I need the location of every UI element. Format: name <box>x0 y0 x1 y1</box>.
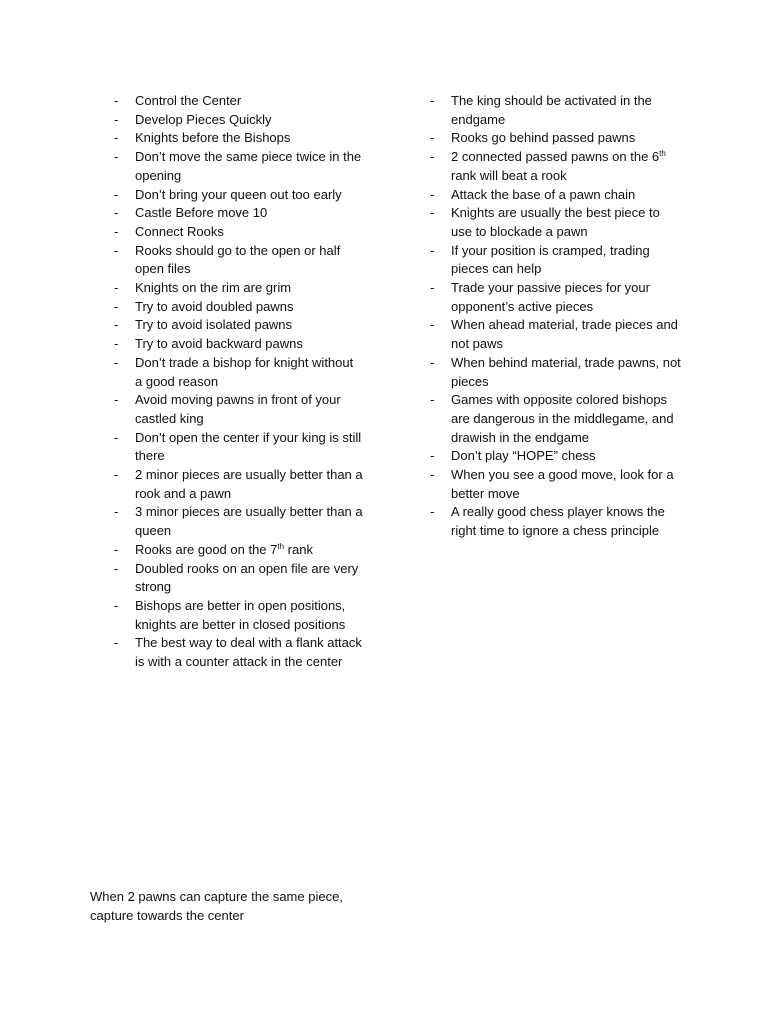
bullet-dash: - <box>430 130 435 146</box>
list-item-text: Develop Pieces Quickly <box>135 111 272 127</box>
bullet-dash: - <box>114 560 119 576</box>
bullet-dash: - <box>430 280 435 296</box>
left-principles-list <box>114 92 364 672</box>
list-item <box>114 560 364 597</box>
list-item-text: Try to avoid doubled pawns <box>135 298 294 314</box>
bullet-dash: - <box>114 504 119 520</box>
list-item <box>114 92 364 111</box>
list-item-text: Don’t play “HOPE” chess <box>451 448 596 464</box>
bullet-dash: - <box>430 205 435 221</box>
bullet-dash: - <box>430 242 435 258</box>
list-item <box>114 597 364 634</box>
list-item <box>430 92 682 129</box>
list-item-text: Attack the base of a pawn chain <box>451 186 636 202</box>
bullet-dash: - <box>430 467 435 483</box>
ordinal-superscript: th <box>277 541 285 551</box>
list-item <box>430 279 682 316</box>
list-item-text: Trade your passive pieces for your opponent’s active pieces <box>451 280 650 314</box>
ordinal-superscript: th <box>659 149 666 159</box>
bullet-dash: - <box>430 504 435 520</box>
list-item <box>430 466 682 503</box>
list-item <box>430 391 682 447</box>
bullet-dash: - <box>430 317 435 333</box>
list-item <box>114 204 364 223</box>
footer-note: When 2 pawns can capture the same piece, capture towards the center <box>90 889 343 923</box>
list-item <box>114 391 364 428</box>
list-item-text: When behind material, trade pawns, not pieces <box>451 354 681 389</box>
list-item <box>430 316 682 353</box>
bullet-dash: - <box>114 392 119 408</box>
list-item <box>430 204 682 241</box>
list-item-text: Games with opposite colored bishops are dangerous in the middlegame, and drawish in the endgame <box>451 392 674 445</box>
list-item-text: Try to avoid backward pawns <box>135 336 303 352</box>
list-item-text-continued: rank will beat a rook <box>451 167 567 183</box>
bullet-dash: - <box>430 392 435 408</box>
list-item-text: Don’t trade a bishop for knight without a good reason <box>135 354 354 389</box>
list-item <box>114 335 364 354</box>
list-item <box>114 298 364 317</box>
list-item <box>114 316 364 335</box>
list-item <box>430 447 682 466</box>
list-item <box>114 148 364 185</box>
bullet-dash: - <box>114 93 119 108</box>
list-item-text: A really good chess player knows the right time to ignore a chess principle <box>451 504 665 539</box>
bullet-dash: - <box>114 149 119 165</box>
list-item-text: Control the Center <box>135 93 242 108</box>
right-principles-list <box>430 92 682 541</box>
list-item-text: 3 minor pieces are usually better than a queen <box>135 504 363 539</box>
list-item-text: Doubled rooks on an open file are very strong <box>135 560 359 595</box>
list-item <box>114 429 364 466</box>
bullet-dash: - <box>430 93 435 108</box>
list-item-text: Rooks go behind passed pawns <box>451 130 636 146</box>
list-item-text: The king should be activated in the endgame <box>451 93 652 127</box>
bullet-dash: - <box>430 149 435 165</box>
bullet-dash: - <box>114 429 119 445</box>
list-item <box>114 279 364 298</box>
list-item <box>114 466 364 503</box>
bullet-dash: - <box>114 130 119 146</box>
bullet-dash: - <box>430 448 435 464</box>
list-item-text: If your position is cramped, trading pieces can help <box>451 242 650 277</box>
list-item <box>430 354 682 391</box>
bullet-dash: - <box>114 205 119 221</box>
list-item-text: Rooks should go to the open or half open files <box>135 242 341 277</box>
bullet-dash: - <box>114 111 119 127</box>
list-item <box>114 242 364 279</box>
list-item <box>430 129 682 148</box>
bullet-dash: - <box>114 635 119 651</box>
list-item <box>114 223 364 242</box>
list-item <box>114 354 364 391</box>
list-item-text: Don’t move the same piece twice in the opening <box>135 149 362 183</box>
list-item <box>114 186 364 205</box>
bullet-dash: - <box>114 354 119 370</box>
list-item-text: Knights on the rim are grim <box>135 280 292 296</box>
list-item-text: Rooks are good on the 7 <box>135 541 278 557</box>
list-item-text: Knights before the Bishops <box>135 130 291 146</box>
list-item <box>114 111 364 130</box>
list-item-text-continued: rank <box>284 541 313 557</box>
list-item-text: When you see a good move, look for a better move <box>451 467 674 501</box>
list-item-text: When ahead material, trade pieces and not paws <box>451 317 678 352</box>
bullet-dash: - <box>114 336 119 352</box>
list-item <box>430 503 682 540</box>
bullet-dash: - <box>430 354 435 370</box>
list-item <box>114 503 364 540</box>
bullet-dash: - <box>114 467 119 483</box>
list-item-text: Connect Rooks <box>135 223 224 239</box>
bullet-dash: - <box>114 223 119 239</box>
list-item-text: The best way to deal with a flank attack is with a counter attack in the center <box>135 635 362 670</box>
list-item-text: Bishops are better in open positions, knights are better in closed positions <box>135 597 346 632</box>
bullet-dash: - <box>114 298 119 314</box>
list-item <box>114 634 364 671</box>
bullet-dash: - <box>114 280 119 296</box>
list-item-text: 2 minor pieces are usually better than a rook and a pawn <box>135 467 363 501</box>
list-item <box>114 129 364 148</box>
list-item-text: Avoid moving pawns in front of your castled king <box>135 392 341 426</box>
list-item <box>430 242 682 279</box>
list-item <box>430 186 682 205</box>
list-item-text: 2 connected passed pawns on the 6 <box>451 149 660 165</box>
list-item-text: Don’t bring your queen out too early <box>135 186 342 202</box>
bullet-dash: - <box>430 186 435 202</box>
bullet-dash: - <box>114 242 119 258</box>
list-item-text: Don’t open the center if your king is still there <box>135 429 362 464</box>
list-item <box>114 541 364 560</box>
bullet-dash: - <box>114 317 119 333</box>
bullet-dash: - <box>114 597 119 613</box>
list-item-text: Try to avoid isolated pawns <box>135 317 293 333</box>
list-item-text: Knights are usually the best piece to use to blockade a pawn <box>451 205 660 239</box>
list-item <box>430 148 682 185</box>
bullet-dash: - <box>114 541 119 557</box>
bullet-dash: - <box>114 186 119 202</box>
list-item-text: Castle Before move 10 <box>135 205 268 221</box>
